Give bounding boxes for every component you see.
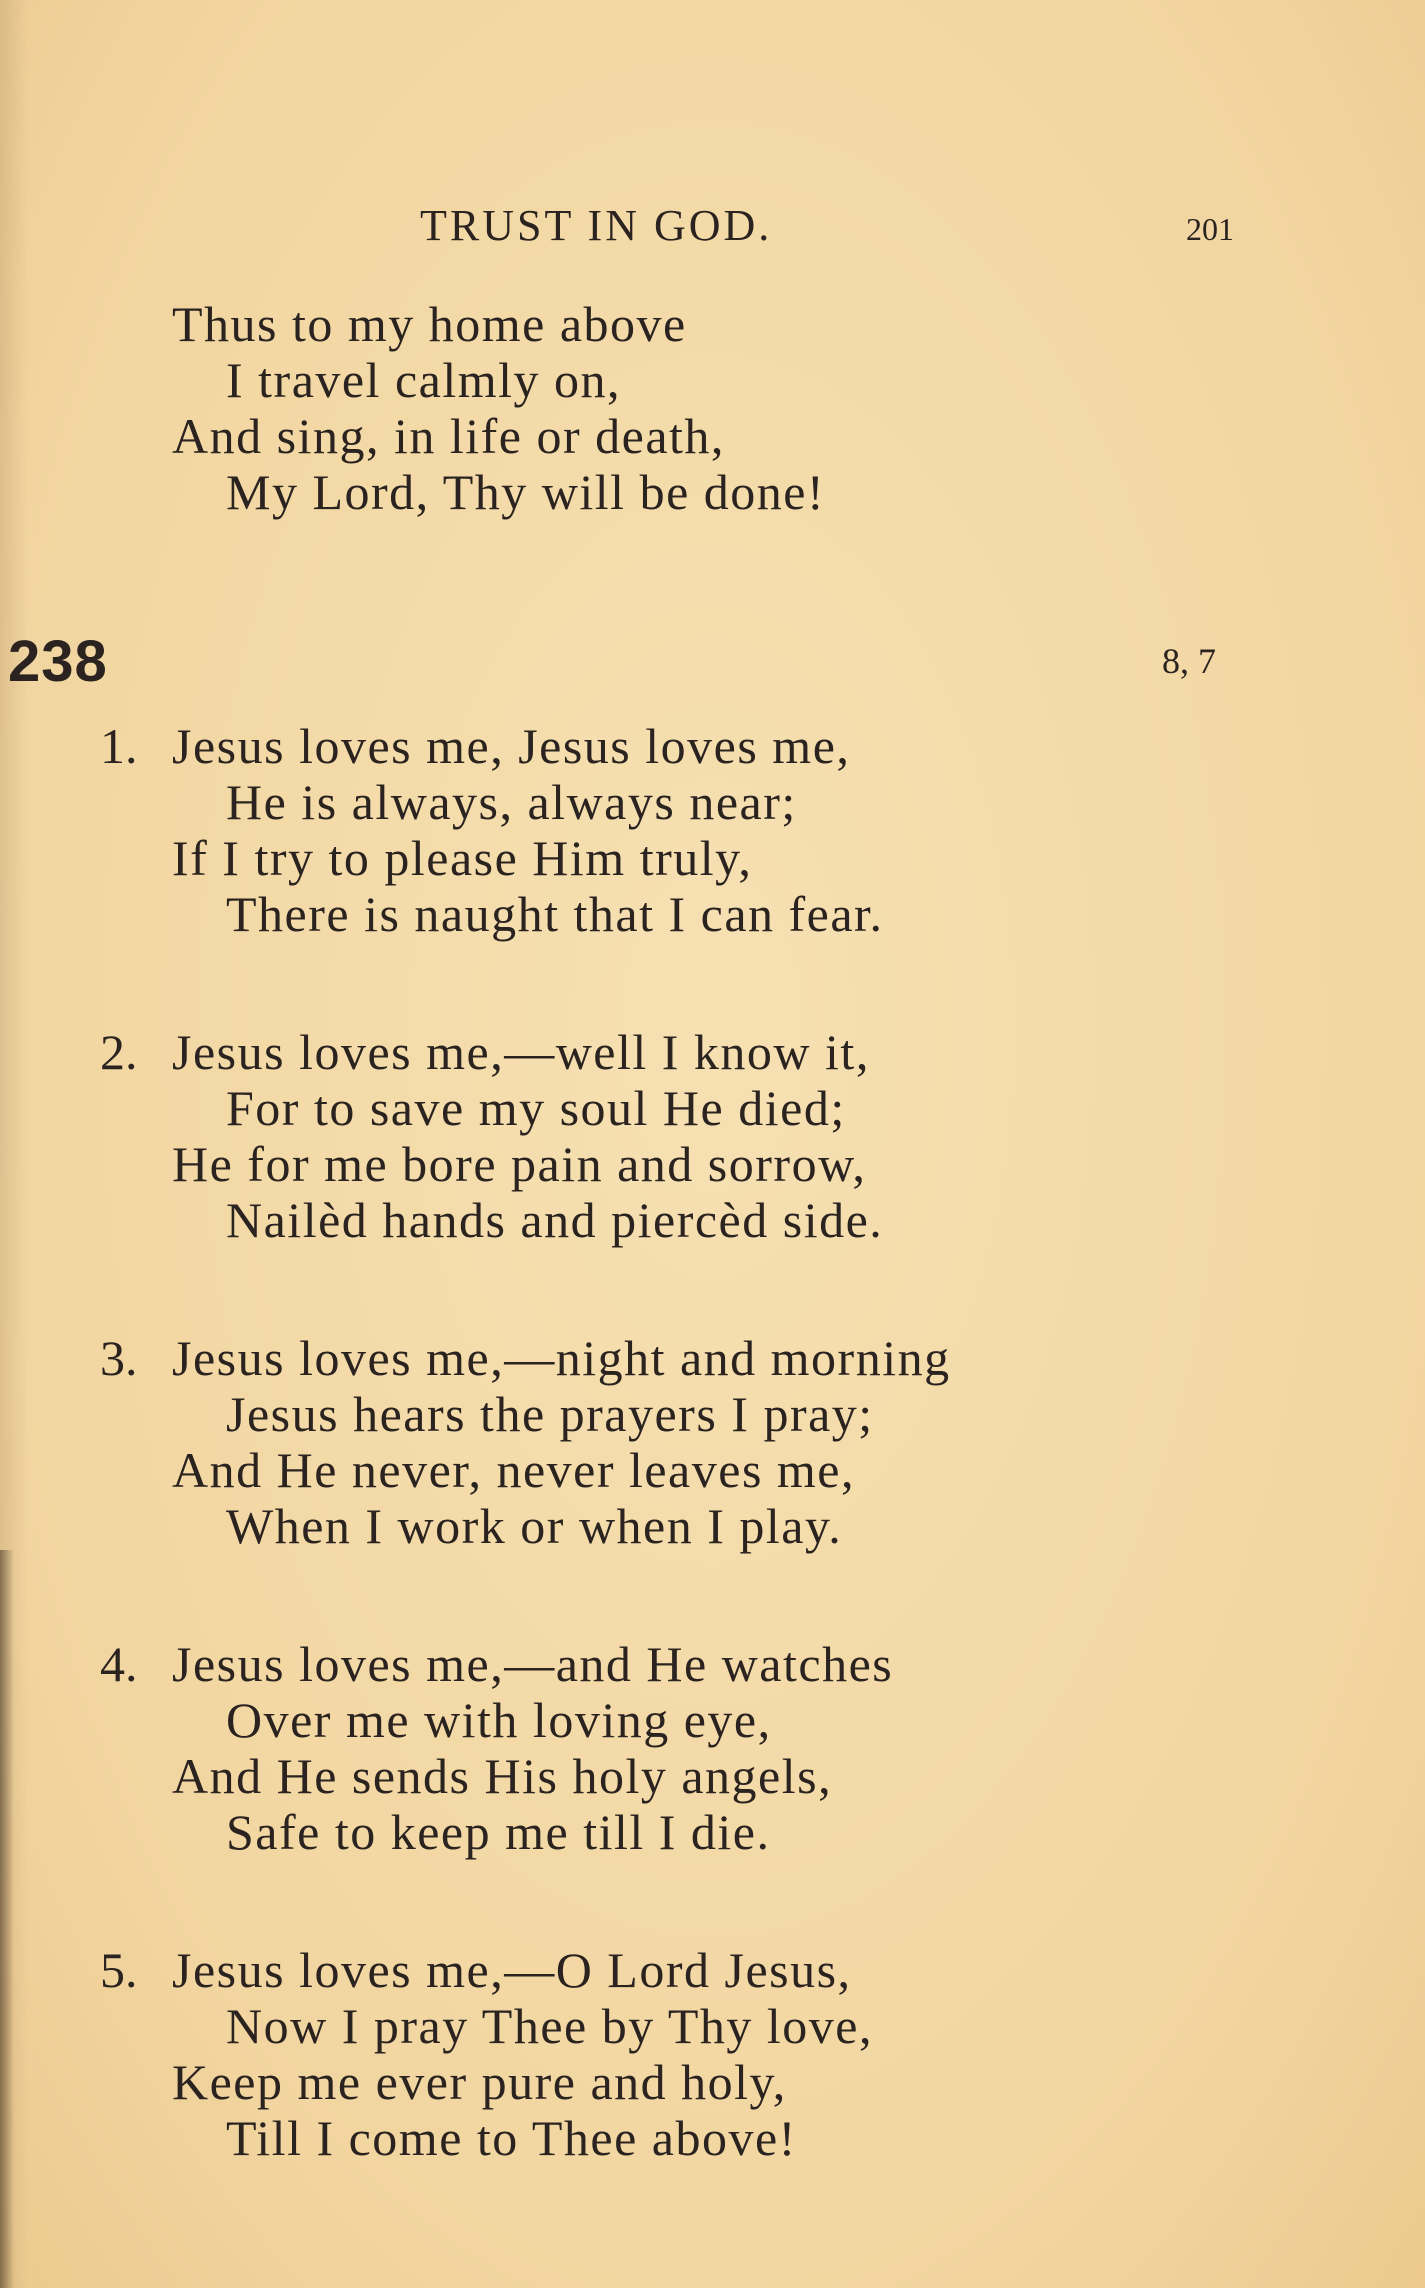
verse-line: For to save my soul He died;	[226, 1080, 846, 1136]
verse-line: Keep me ever pure and holy,	[172, 2054, 787, 2110]
verse-line: If I try to please Him truly,	[172, 830, 753, 886]
verse-number: 5.	[100, 1942, 138, 1998]
verse-number: 4.	[100, 1636, 138, 1692]
verse-line: Over me with loving eye,	[226, 1692, 772, 1748]
verse-line: Nailèd hands and piercèd side.	[226, 1192, 884, 1248]
verse-line: My Lord, Thy will be done!	[226, 464, 826, 520]
page-header	[0, 196, 1425, 256]
verse-line: Safe to keep me till I die.	[226, 1804, 771, 1860]
verse-line: And He never, never leaves me,	[172, 1442, 855, 1498]
verse-number: 3.	[100, 1330, 138, 1386]
verse-number: 2.	[100, 1024, 138, 1080]
verse-line: And He sends His holy angels,	[172, 1748, 833, 1804]
verse-line: Now I pray Thee by Thy love,	[226, 1998, 873, 2054]
verse-line: Jesus hears the prayers I pray;	[226, 1386, 874, 1442]
verse-line: He for me bore pain and sorrow,	[172, 1136, 867, 1192]
verse-line: When I work or when I play.	[226, 1498, 843, 1554]
verse-number: 1.	[100, 718, 138, 774]
hymn-number: 238	[8, 629, 108, 694]
verse-line: Thus to my home above	[172, 296, 687, 352]
verse-line: And sing, in life or death,	[172, 408, 725, 464]
running-title: TRUST IN GOD.	[420, 201, 773, 250]
page-number: 201	[1186, 211, 1234, 247]
verse-line: Jesus loves me, Jesus loves me,	[172, 718, 851, 774]
verse-line: Jesus loves me,—O Lord Jesus,	[172, 1942, 852, 1998]
verse-line: Till I come to Thee above!	[226, 2110, 797, 2166]
hymn-meter: 8, 7	[1162, 641, 1216, 681]
page-edge-shadow	[0, 1550, 14, 2288]
verse-line: There is naught that I can fear.	[226, 886, 884, 942]
verse-line: He is always, always near;	[226, 774, 797, 830]
verse-line: I travel calmly on,	[226, 352, 622, 408]
verse-line: Jesus loves me,—well I know it,	[172, 1024, 870, 1080]
verse-line: Jesus loves me,—night and morning	[172, 1330, 951, 1386]
verse-line: Jesus loves me,—and He watches	[172, 1636, 894, 1692]
